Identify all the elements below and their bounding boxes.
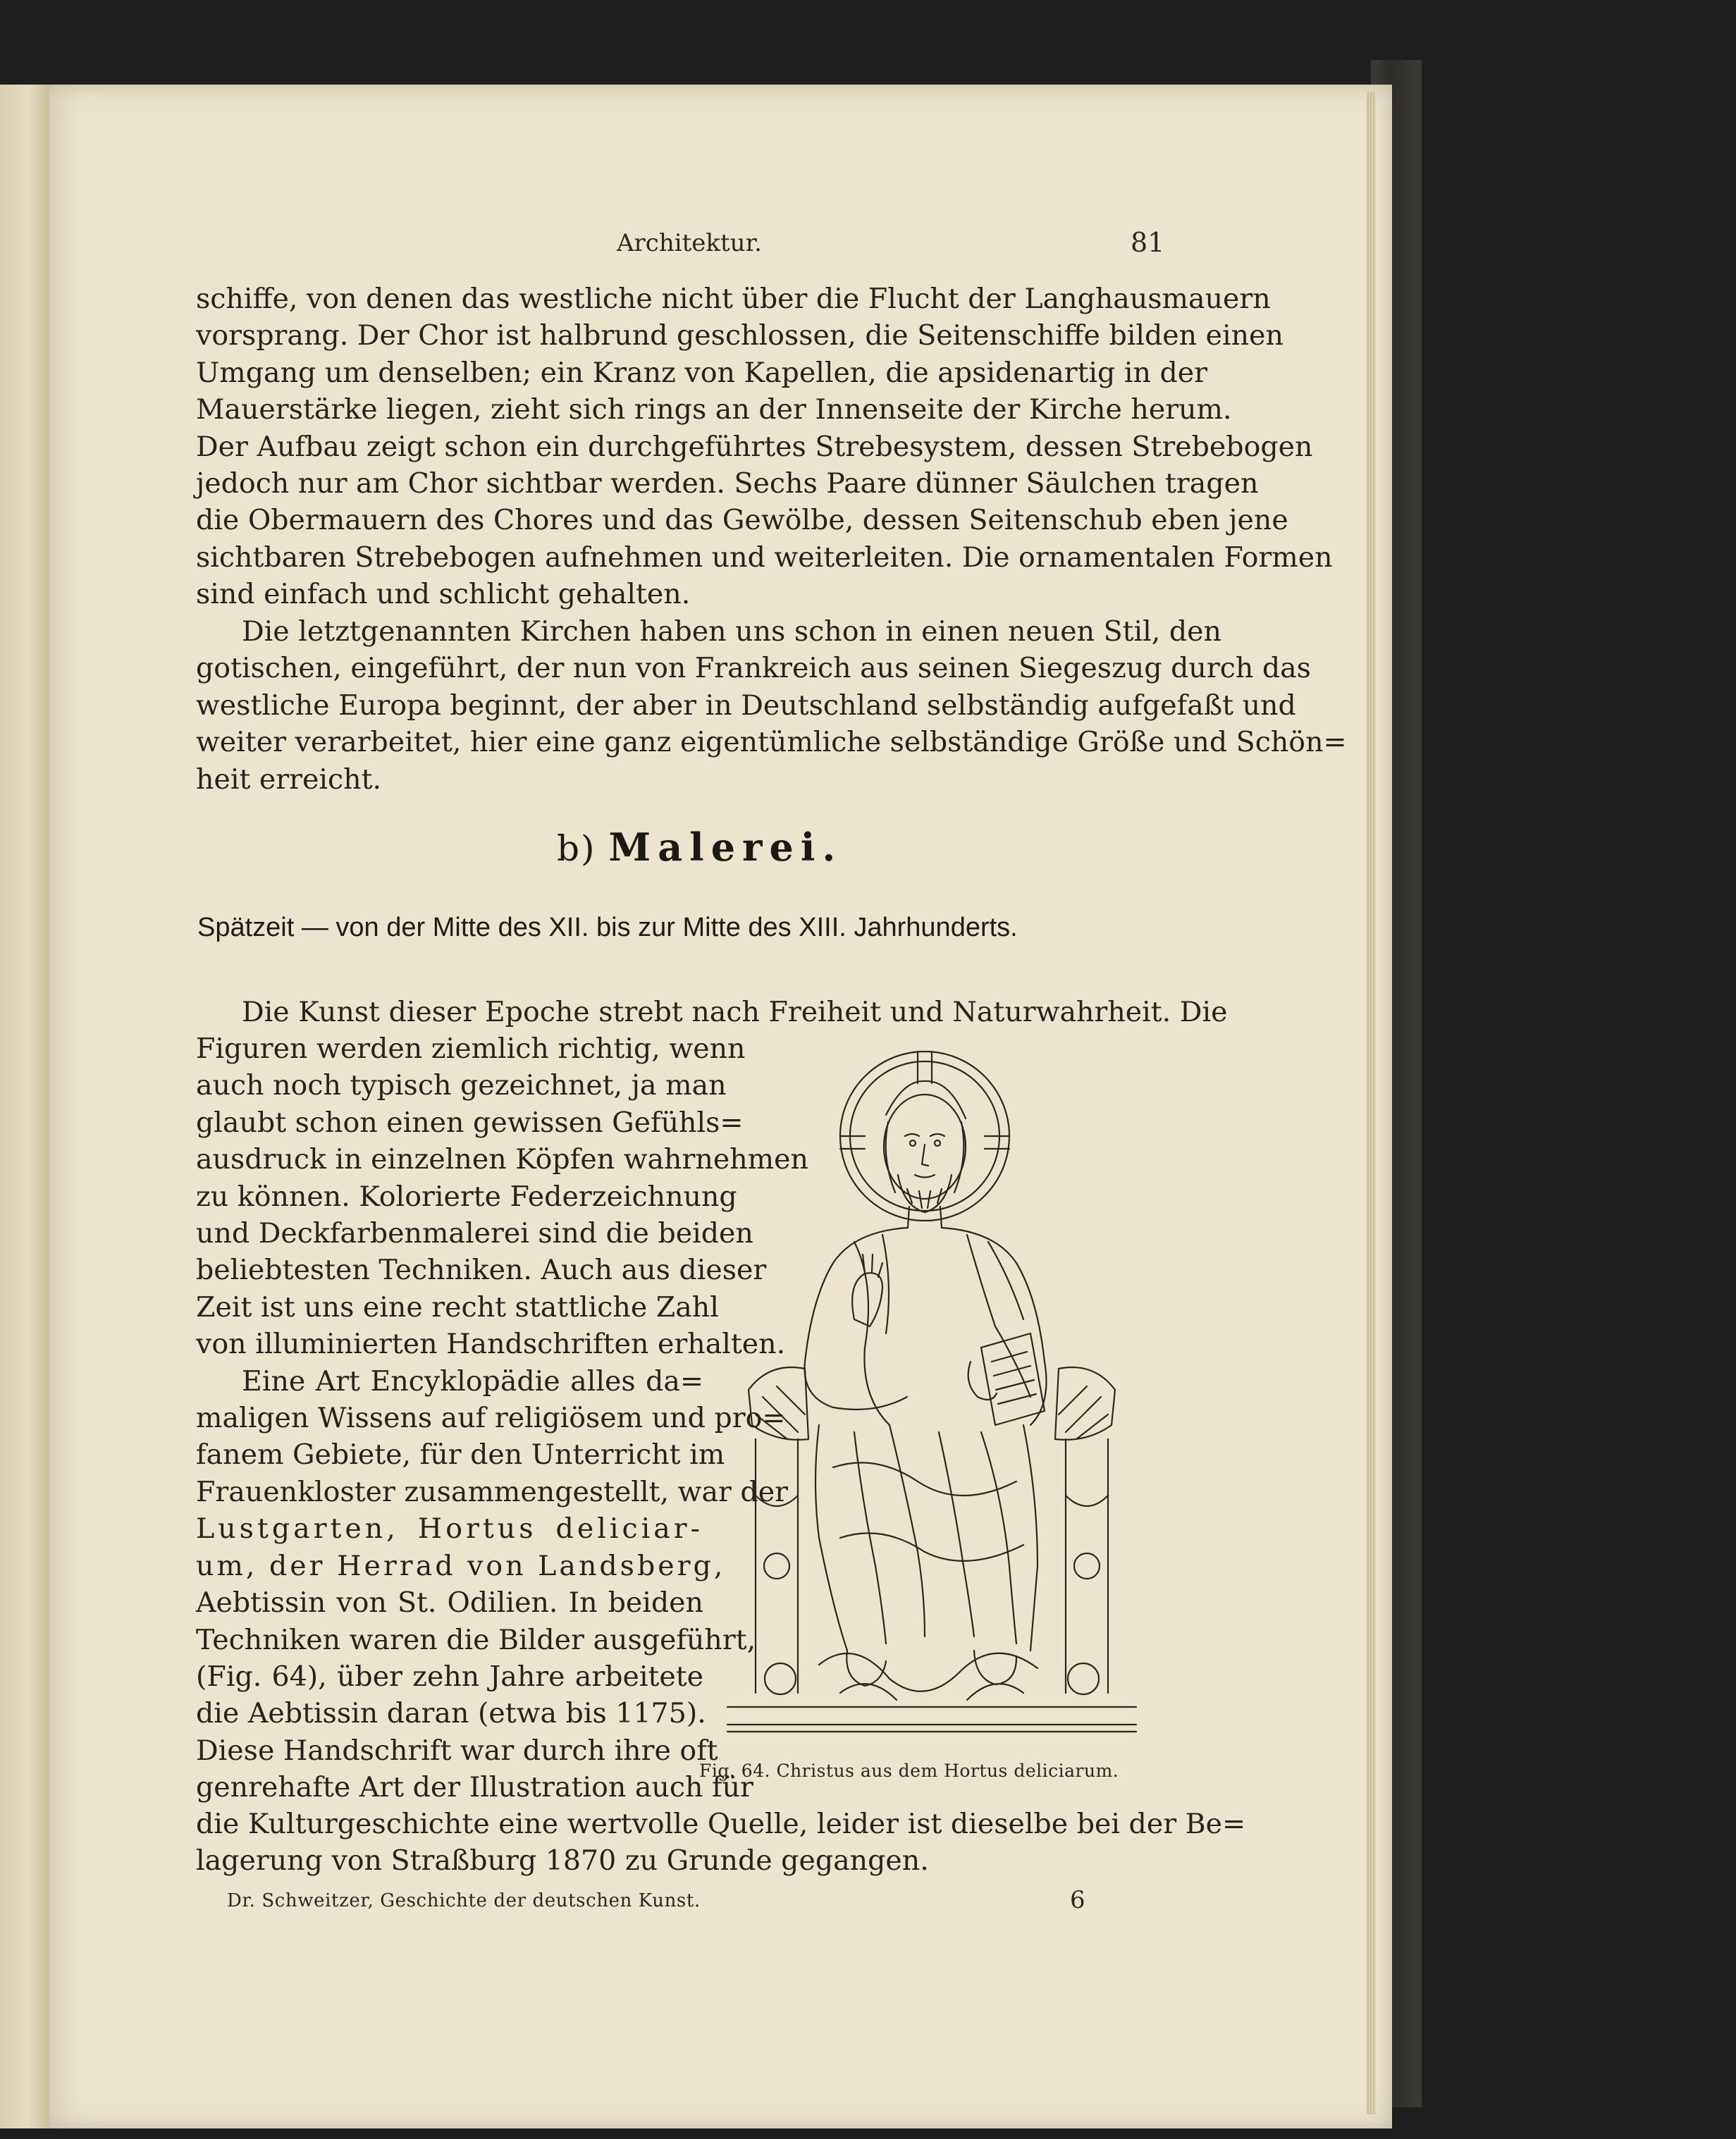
drapery-6 (1023, 1425, 1038, 1651)
facing-page-edge (0, 85, 49, 2128)
text-line: Der Aufbau zeigt schon ein durchgeführtes Strebesystem, dessen Strebebogen (196, 430, 1313, 463)
paragraph-painting-first-line (196, 994, 1228, 1030)
christ-illustration (713, 1030, 1150, 1748)
text-line: maligen Wissens auf religiösem und pro= (196, 1402, 786, 1435)
eye-left (910, 1140, 916, 1146)
text-line: glaubt schon einen gewissen Gefühls= (196, 1106, 744, 1139)
drapery-cross-2 (840, 1533, 1023, 1561)
footer-signature: Dr. Schweitzer, Geschichte der deutschen Kunst. (227, 1890, 701, 1911)
text-line: ausdruck in einzelnen Köpfen wahrnehmen (196, 1143, 808, 1176)
base-lines (727, 1725, 1136, 1732)
footstool-leaves (840, 1684, 1023, 1700)
text-line: westliche Europa beginnt, der aber in Deutschland selbständig aufgefaßt und (196, 689, 1296, 722)
text-line: Die letztgenannten Kirchen haben uns schon in einen neuen Stil, den (242, 615, 1221, 648)
right-arm (1030, 1362, 1047, 1425)
drapery-4 (939, 1432, 974, 1636)
text-line: und Deckfarbenmalerei sind die beiden (196, 1217, 753, 1250)
text-line: lagerung von Straßburg 1870 zu Grunde gegangen. (196, 1844, 929, 1878)
text-line: jedoch nur am Chor sichtbar werden. Sechs Paare dünner Säulchen tragen (196, 467, 1259, 500)
mantle-fold-2 (882, 1235, 889, 1333)
paragraph-painting-end (196, 1806, 1246, 1880)
text-line: die Kulturgeschichte eine wertvolle Quelle, leider ist dieselbe bei der Be= (196, 1808, 1246, 1840)
throne-posts (756, 1439, 1108, 1693)
book (981, 1333, 1045, 1425)
section-heading (557, 825, 842, 870)
text-line: Figuren werden ziemlich richtig, wenn (196, 1032, 746, 1065)
ornament-rosette-right (1068, 1663, 1099, 1694)
figure-caption: Fig. 64. Christus aus dem Hortus deliciarum. (699, 1761, 1119, 1781)
foot-right (974, 1651, 1016, 1684)
mantle-fold-4 (988, 1242, 1023, 1319)
text-line: weiter verarbeitet, hier eine ganz eigentümliche selbständige Größe und Schön= (196, 726, 1347, 759)
page-block-edge (1366, 92, 1376, 2114)
text-line: Umgang um denselben; ein Kranz von Kapellen, die apsidenartig in der (196, 356, 1208, 389)
text-line: Diese Handschrift war durch ihre oft (196, 1734, 718, 1767)
text-line: Techniken waren die Bilder ausgeführt, (196, 1623, 756, 1656)
paragraph-architecture (196, 281, 1333, 613)
text-line: Mauerstärke liegen, zieht sich rings an der Innenseite der Kirche herum. (196, 393, 1232, 426)
text-line: beliebtesten Techniken. Auch aus dieser (196, 1254, 767, 1287)
shoulder-right (942, 1228, 1045, 1362)
text-line: die Obermauern des Chores und das Gewölbe, dessen Seitenschub eben jene (196, 504, 1288, 537)
figure-christ-enthroned (713, 1030, 1150, 1748)
drapery-3 (889, 1425, 925, 1636)
nose (922, 1145, 928, 1166)
paragraph-gothic (196, 613, 1347, 798)
text-line: Die Kunst dieser Epoche strebt nach Freiheit und Naturwahrheit. Die (242, 996, 1228, 1028)
text-line: Frauenkloster zusammengestellt, war der (196, 1475, 788, 1508)
throne-boss-left (764, 1553, 789, 1579)
text-line: heit erreicht. (196, 763, 382, 796)
paragraph-painting-column (196, 1030, 808, 1806)
brows (905, 1134, 944, 1136)
text-line: zu können. Kolorierte Federzeichnung (196, 1180, 737, 1213)
throne-arm-left (749, 1367, 808, 1440)
text-line: fanem Gebiete, für den Unterricht im (196, 1438, 725, 1472)
text-line: die Aebtissin daran (etwa bis 1175). (196, 1697, 706, 1730)
page-number: 81 (1131, 227, 1165, 258)
throne-post-ornament (756, 1496, 1108, 1506)
mouth (915, 1175, 935, 1178)
halo-inner (850, 1061, 999, 1211)
throne-boss-right (1074, 1553, 1100, 1579)
section-title: Malerei. (608, 825, 843, 870)
text-line: Eine Art Encyklopädie alles da= (242, 1364, 703, 1398)
text-line: sind einfach und schlicht gehalten. (196, 578, 691, 611)
section-prefix: b) (557, 828, 596, 869)
ornament-rosette-left (765, 1663, 796, 1694)
text-line: sichtbaren Strebebogen aufnehmen und weiterleiten. Die ornamentalen Formen (196, 541, 1333, 574)
halo-cross-top (918, 1052, 932, 1083)
eye-right (935, 1140, 940, 1146)
hair (886, 1081, 966, 1118)
hair-sides (886, 1122, 964, 1192)
text-line: schiffe, von denen das westliche nicht über die Flucht der Langhausmauern (196, 283, 1271, 315)
text-line: (Fig. 64), über zehn Jahre arbeitete (196, 1660, 703, 1693)
running-head-title: Architektur. (617, 229, 762, 257)
text-line: um, der Herrad von Landsberg, (196, 1549, 726, 1582)
book-hand (968, 1362, 997, 1400)
text-line: Aebtissin von St. Odilien. In beiden (196, 1586, 703, 1620)
sheet-number: 6 (1070, 1886, 1085, 1914)
left-arm (805, 1362, 908, 1410)
text-line: Zeit ist uns eine recht stattliche Zahl (196, 1290, 719, 1324)
text-line: vorsprang. Der Chor ist halbrund geschlossen, die Seitenschiffe bilden einen (196, 319, 1283, 352)
text-line: gotischen, eingeführt, der nun von Frankreich aus seinen Siegeszug durch das (196, 652, 1311, 685)
text-line: Lustgarten, Hortus deliciar- (196, 1512, 703, 1546)
text-line: genrehafte Art der Illustration auch für (196, 1771, 753, 1804)
text-line: auch noch typisch gezeichnet, ja man (196, 1069, 727, 1102)
drapery-5 (981, 1432, 1016, 1644)
text-line: von illuminierten Handschriften erhalten. (196, 1328, 786, 1361)
period-subheading: Spätzeit — von der Mitte des XII. bis zur Mitte des XIII. Jahrhunderts. (197, 913, 1018, 942)
throne-arm-right (1055, 1367, 1115, 1440)
